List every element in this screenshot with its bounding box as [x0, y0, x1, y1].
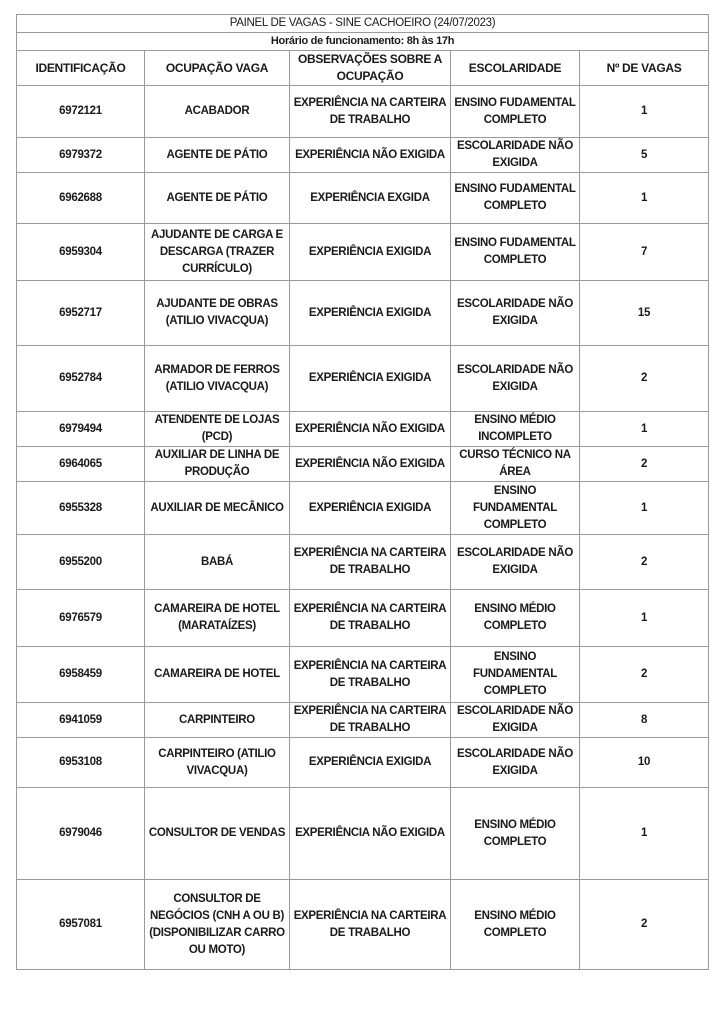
cell-observacoes: EXPERIÊNCIA NA CARTEIRA DE TRABALHO — [290, 703, 451, 738]
cell-escolaridade: ESCOLARIDADE NÃO EXIGIDA — [451, 138, 580, 173]
job-vacancies-table — [16, 14, 709, 970]
cell-ocupacao: BABÁ — [145, 535, 290, 590]
cell-identificacao: 6952784 — [17, 346, 145, 412]
cell-observacoes: EXPERIÊNCIA NÃO EXIGIDA — [290, 788, 451, 880]
cell-vagas: 2 — [580, 535, 709, 590]
cell-observacoes: EXPERIÊNCIA EXIGIDA — [290, 482, 451, 535]
cell-vagas: 2 — [580, 647, 709, 703]
cell-identificacao: 6972121 — [17, 86, 145, 138]
table-row — [17, 224, 709, 281]
cell-vagas: 1 — [580, 788, 709, 880]
cell-vagas: 2 — [580, 447, 709, 482]
cell-identificacao: 6979372 — [17, 138, 145, 173]
cell-ocupacao: CONSULTOR DE VENDAS — [145, 788, 290, 880]
cell-observacoes: EXPERIÊNCIA NÃO EXIGIDA — [290, 447, 451, 482]
cell-escolaridade: CURSO TÉCNICO NA ÁREA — [451, 447, 580, 482]
cell-identificacao: 6955200 — [17, 535, 145, 590]
cell-vagas: 2 — [580, 880, 709, 970]
cell-observacoes: EXPERIÊNCIA NA CARTEIRA DE TRABALHO — [290, 86, 451, 138]
table-row — [17, 880, 709, 970]
cell-observacoes: EXPERIÊNCIA NÃO EXIGIDA — [290, 138, 451, 173]
table-row — [17, 346, 709, 412]
cell-vagas: 10 — [580, 738, 709, 788]
cell-observacoes: EXPERIÊNCIA NA CARTEIRA DE TRABALHO — [290, 590, 451, 647]
cell-identificacao: 6953108 — [17, 738, 145, 788]
cell-escolaridade: ESCOLARIDADE NÃO EXIGIDA — [451, 535, 580, 590]
cell-ocupacao: ATENDENTE DE LOJAS (PCD) — [145, 412, 290, 447]
cell-escolaridade: ENSINO MÉDIO COMPLETO — [451, 788, 580, 880]
cell-ocupacao: AUXILIAR DE MECÂNICO — [145, 482, 290, 535]
cell-ocupacao: CONSULTOR DE NEGÓCIOS (CNH A OU B) (DISPONIBILIZAR CARRO OU MOTO) — [145, 880, 290, 970]
cell-escolaridade: ENSINO MÉDIO INCOMPLETO — [451, 412, 580, 447]
table-row — [17, 535, 709, 590]
table-row — [17, 447, 709, 482]
title-row — [17, 15, 709, 33]
cell-observacoes: EXPERIÊNCIA NÃO EXIGIDA — [290, 412, 451, 447]
cell-vagas: 1 — [580, 590, 709, 647]
cell-observacoes: EXPERIÊNCIA NA CARTEIRA DE TRABALHO — [290, 647, 451, 703]
cell-ocupacao: AUXILIAR DE LINHA DE PRODUÇÃO — [145, 447, 290, 482]
table-row — [17, 788, 709, 880]
document-title: PAINEL DE VAGAS - SINE CACHOEIRO (24/07/2023) — [17, 15, 709, 33]
cell-ocupacao: AGENTE DE PÁTIO — [145, 173, 290, 224]
cell-identificacao: 6958459 — [17, 647, 145, 703]
cell-escolaridade: ENSINO FUDAMENTAL COMPLETO — [451, 224, 580, 281]
table-row — [17, 703, 709, 738]
column-header-identificacao: IDENTIFICAÇÃO — [17, 51, 145, 86]
cell-identificacao: 6955328 — [17, 482, 145, 535]
cell-vagas: 1 — [580, 86, 709, 138]
cell-escolaridade: ENSINO FUNDAMENTAL COMPLETO — [451, 647, 580, 703]
column-header-escolaridade: ESCOLARIDADE — [451, 51, 580, 86]
cell-vagas: 1 — [580, 482, 709, 535]
cell-ocupacao: ACABADOR — [145, 86, 290, 138]
cell-ocupacao: AGENTE DE PÁTIO — [145, 138, 290, 173]
cell-vagas: 7 — [580, 224, 709, 281]
cell-identificacao: 6962688 — [17, 173, 145, 224]
cell-identificacao: 6964065 — [17, 447, 145, 482]
cell-escolaridade: ESCOLARIDADE NÃO EXIGIDA — [451, 703, 580, 738]
cell-identificacao: 6959304 — [17, 224, 145, 281]
cell-escolaridade: ESCOLARIDADE NÃO EXIGIDA — [451, 281, 580, 346]
cell-observacoes: EXPERIÊNCIA NA CARTEIRA DE TRABALHO — [290, 535, 451, 590]
cell-observacoes: EXPERIÊNCIA EXIGIDA — [290, 346, 451, 412]
cell-ocupacao: ARMADOR DE FERROS (ATILIO VIVACQUA) — [145, 346, 290, 412]
column-header-vagas: Nº DE VAGAS — [580, 51, 709, 86]
header-row — [17, 51, 709, 86]
cell-identificacao: 6976579 — [17, 590, 145, 647]
cell-escolaridade: ENSINO MÉDIO COMPLETO — [451, 590, 580, 647]
column-header-observacoes: OBSERVAÇÕES SOBRE A OCUPAÇÃO — [290, 51, 451, 86]
cell-identificacao: 6941059 — [17, 703, 145, 738]
table-row — [17, 738, 709, 788]
cell-observacoes: EXPERIÊNCIA EXIGIDA — [290, 224, 451, 281]
table-row — [17, 281, 709, 346]
cell-observacoes: EXPERIÊNCIA EXIGIDA — [290, 281, 451, 346]
cell-ocupacao: AJUDANTE DE OBRAS (ATILIO VIVACQUA) — [145, 281, 290, 346]
cell-escolaridade: ENSINO FUNDAMENTAL COMPLETO — [451, 482, 580, 535]
cell-ocupacao: CARPINTEIRO (ATILIO VIVACQUA) — [145, 738, 290, 788]
table-row — [17, 412, 709, 447]
subtitle-row — [17, 33, 709, 51]
cell-identificacao: 6979494 — [17, 412, 145, 447]
cell-vagas: 2 — [580, 346, 709, 412]
table-row — [17, 482, 709, 535]
cell-vagas: 1 — [580, 412, 709, 447]
cell-escolaridade: ENSINO FUDAMENTAL COMPLETO — [451, 173, 580, 224]
cell-observacoes: EXPERIÊNCIA NA CARTEIRA DE TRABALHO — [290, 880, 451, 970]
table-row — [17, 173, 709, 224]
cell-vagas: 15 — [580, 281, 709, 346]
cell-identificacao: 6979046 — [17, 788, 145, 880]
cell-escolaridade: ESCOLARIDADE NÃO EXIGIDA — [451, 738, 580, 788]
cell-escolaridade: ENSINO FUDAMENTAL COMPLETO — [451, 86, 580, 138]
table-row — [17, 647, 709, 703]
cell-ocupacao: CAMAREIRA DE HOTEL — [145, 647, 290, 703]
column-header-ocupacao: OCUPAÇÃO VAGA — [145, 51, 290, 86]
cell-ocupacao: AJUDANTE DE CARGA E DESCARGA (TRAZER CURRÍCULO) — [145, 224, 290, 281]
cell-vagas: 8 — [580, 703, 709, 738]
cell-observacoes: EXPERIÊNCIA EXGIDA — [290, 173, 451, 224]
table-row — [17, 86, 709, 138]
cell-vagas: 5 — [580, 138, 709, 173]
cell-ocupacao: CARPINTEIRO — [145, 703, 290, 738]
opening-hours: Horário de funcionamento: 8h às 17h — [17, 33, 709, 51]
cell-escolaridade: ENSINO MÉDIO COMPLETO — [451, 880, 580, 970]
cell-escolaridade: ESCOLARIDADE NÃO EXIGIDA — [451, 346, 580, 412]
table-row — [17, 138, 709, 173]
cell-ocupacao: CAMAREIRA DE HOTEL (MARATAÍZES) — [145, 590, 290, 647]
cell-observacoes: EXPERIÊNCIA EXIGIDA — [290, 738, 451, 788]
table-row — [17, 590, 709, 647]
cell-identificacao: 6957081 — [17, 880, 145, 970]
cell-vagas: 1 — [580, 173, 709, 224]
cell-identificacao: 6952717 — [17, 281, 145, 346]
